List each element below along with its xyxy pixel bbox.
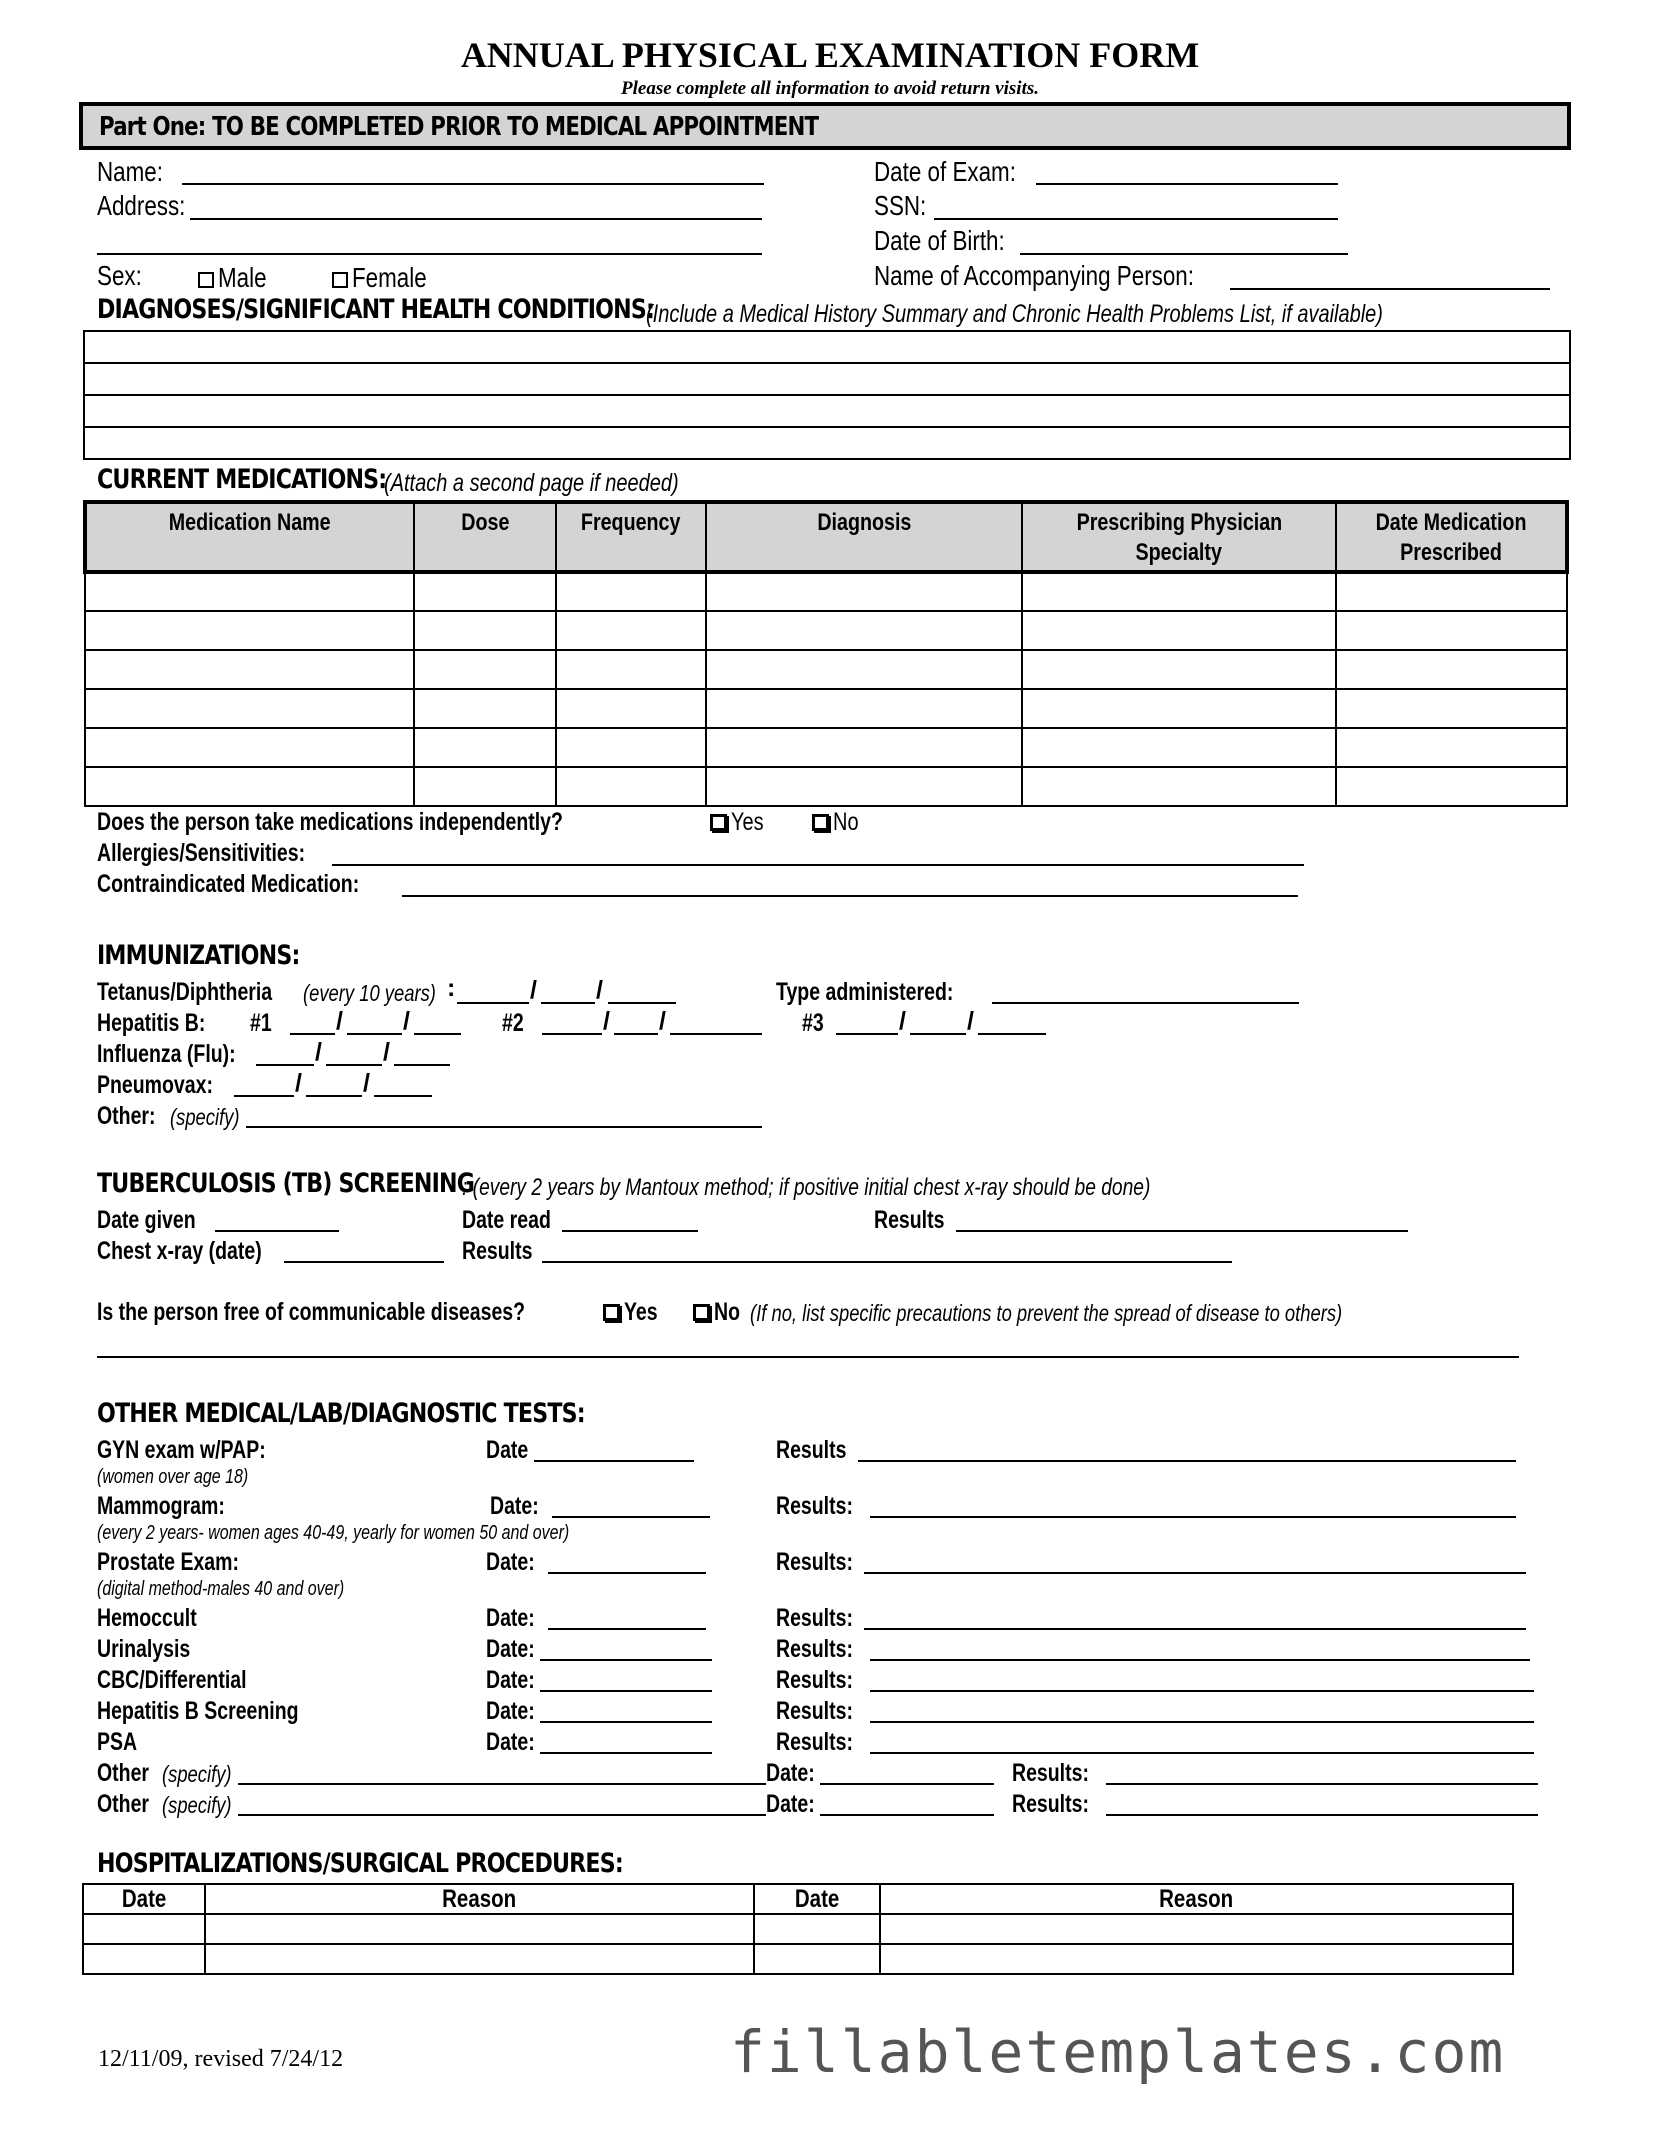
- pneumovax-month-field[interactable]: [234, 1095, 294, 1097]
- col-dose: Dose: [460, 509, 510, 536]
- immunization-other-field[interactable]: [246, 1126, 762, 1128]
- contraindicated-field[interactable]: [402, 895, 1298, 897]
- psa-label: PSA: [97, 1728, 138, 1756]
- form-subtitle: Please complete all information to avoid return visits.: [621, 78, 1039, 99]
- communicable-note: (If no, list specific precautions to prevent the spread of disease to others): [750, 1300, 1343, 1326]
- revision-date: 12/11/09, revised 7/24/12: [98, 2046, 344, 2072]
- table-row[interactable]: [85, 728, 1567, 767]
- test-other2-results-label: Results:: [1012, 1790, 1089, 1818]
- influenza-month-field[interactable]: [256, 1064, 314, 1066]
- chest-xray-date-field[interactable]: [284, 1261, 444, 1263]
- hepb-screening-label: Hepatitis B Screening: [97, 1697, 299, 1725]
- urinalysis-date-label: Date:: [486, 1635, 535, 1663]
- col-diagnosis: Diagnosis: [816, 509, 912, 536]
- mammogram-results-label: Results:: [776, 1492, 853, 1520]
- hepb-1-year-field[interactable]: [414, 1033, 461, 1035]
- test-other2-label: Other: [97, 1790, 150, 1818]
- cbc-results-field[interactable]: [870, 1690, 1534, 1692]
- part-one-banner: [79, 102, 1571, 150]
- col-medication-name: Medication Name: [169, 509, 331, 536]
- pneumovax-day-field[interactable]: [306, 1095, 362, 1097]
- address-field[interactable]: [190, 218, 762, 220]
- hemoccult-date-label: Date:: [486, 1604, 535, 1632]
- diagnoses-note: (Include a Medical History Summary and Chronic Health Problems List, if available): [646, 300, 1383, 328]
- influenza-day-field[interactable]: [326, 1064, 382, 1066]
- allergies-field[interactable]: [332, 864, 1304, 866]
- chest-xray-results-label: Results: [462, 1237, 533, 1265]
- address-field-line2[interactable]: [97, 253, 762, 255]
- col-date-prescribed-line2: Prescribed: [1400, 539, 1502, 566]
- hospitalizations-table: [82, 1883, 1514, 1975]
- female-label: Female: [352, 262, 427, 293]
- dob-field[interactable]: [1020, 253, 1348, 255]
- communicable-no-checkbox[interactable]: [693, 1304, 710, 1321]
- test-other1-field[interactable]: [238, 1783, 766, 1785]
- contraindicated-label: Contraindicated Medication:: [97, 870, 360, 898]
- independent-no-checkbox[interactable]: [812, 814, 829, 831]
- pneumovax-label: Pneumovax:: [97, 1071, 213, 1099]
- test-other2-note: (specify): [162, 1792, 232, 1818]
- independent-no-label: No: [833, 808, 859, 836]
- table-row[interactable]: [84, 331, 1570, 363]
- prostate-results-label: Results:: [776, 1548, 853, 1576]
- prostate-results-field[interactable]: [864, 1572, 1526, 1574]
- table-row[interactable]: [83, 1914, 1513, 1944]
- hospitalizations-title: HOSPITALIZATIONS/SURGICAL PROCEDURES:: [97, 1848, 623, 1879]
- tetanus-day-field[interactable]: [541, 1002, 595, 1004]
- urinalysis-results-label: Results:: [776, 1635, 853, 1663]
- hepb-3-month-field[interactable]: [836, 1033, 898, 1035]
- sex-label: Sex:: [97, 260, 142, 291]
- prostate-date-field[interactable]: [548, 1572, 706, 1574]
- tb-date-read-label: Date read: [462, 1206, 551, 1234]
- cbc-date-label: Date:: [486, 1666, 535, 1694]
- mammogram-note: (every 2 years- women ages 40-49, yearly for women 50 and over): [97, 1522, 570, 1544]
- cbc-label: CBC/Differential: [97, 1666, 247, 1694]
- communicable-yes-label: Yes: [624, 1298, 658, 1326]
- urinalysis-date-field[interactable]: [540, 1659, 712, 1661]
- tb-date-given-label: Date given: [97, 1206, 196, 1234]
- hepb-3-year-field[interactable]: [978, 1033, 1046, 1035]
- tb-date-given-field[interactable]: [215, 1230, 339, 1232]
- immunization-other-note: (specify): [170, 1104, 240, 1130]
- hepb-3-day-field[interactable]: [910, 1033, 966, 1035]
- hepb-label: Hepatitis B:: [97, 1009, 206, 1037]
- type-administered-field[interactable]: [992, 1002, 1299, 1004]
- table-row[interactable]: [84, 395, 1570, 427]
- tb-note: : (every 2 years by Mantoux method; if positive initial chest x-ray should be done): [462, 1174, 1151, 1201]
- table-row[interactable]: [85, 611, 1567, 650]
- hosp-col-date-2: Date: [794, 1885, 840, 1913]
- urinalysis-results-field[interactable]: [870, 1659, 1530, 1661]
- hosp-col-reason-2: Reason: [1159, 1885, 1234, 1913]
- communicable-no-label: No: [714, 1298, 740, 1326]
- psa-date-label: Date:: [486, 1728, 535, 1756]
- chest-xray-label: Chest x-ray (date): [97, 1237, 262, 1265]
- mammogram-date-label: Date:: [490, 1492, 539, 1520]
- independent-yes-label: Yes: [731, 808, 764, 836]
- allergies-label: Allergies/Sensitivities:: [97, 839, 306, 867]
- watermark: fillabletemplates.com: [730, 2018, 1506, 2086]
- communicable-yes-checkbox[interactable]: [603, 1304, 620, 1321]
- chest-xray-results-field[interactable]: [542, 1261, 1232, 1263]
- medications-note: (Attach a second page if needed): [384, 469, 679, 497]
- communicable-precautions-field[interactable]: [97, 1356, 1519, 1358]
- hepb-1-day-field[interactable]: [347, 1033, 402, 1035]
- gyn-note: (women over age 18): [97, 1466, 249, 1488]
- ssn-label: SSN:: [874, 190, 927, 221]
- tb-title: TUBERCULOSIS (TB) SCREENING: [97, 1168, 475, 1199]
- test-other1-results-field[interactable]: [1106, 1783, 1538, 1785]
- psa-results-label: Results:: [776, 1728, 853, 1756]
- table-row[interactable]: [85, 767, 1567, 806]
- independent-yes-checkbox[interactable]: [710, 814, 727, 831]
- col-frequency: Frequency: [581, 509, 681, 536]
- pneumovax-year-field[interactable]: [374, 1095, 432, 1097]
- female-checkbox[interactable]: [332, 272, 348, 288]
- diagnoses-title: DIAGNOSES/SIGNIFICANT HEALTH CONDITIONS:: [97, 294, 655, 325]
- dob-label: Date of Birth:: [874, 225, 1005, 256]
- date-of-exam-field[interactable]: [1036, 183, 1338, 185]
- medications-title: CURRENT MEDICATIONS:: [97, 464, 387, 495]
- gyn-date-label: Date: [486, 1436, 529, 1464]
- hosp-col-reason-1: Reason: [442, 1885, 517, 1913]
- table-row[interactable]: [85, 572, 1567, 611]
- test-other2-field[interactable]: [238, 1814, 766, 1816]
- form-title: ANNUAL PHYSICAL EXAMINATION FORM: [460, 35, 1200, 75]
- psa-results-field[interactable]: [870, 1752, 1534, 1754]
- hemoccult-label: Hemoccult: [97, 1604, 197, 1632]
- test-other2-date-label: Date:: [766, 1790, 815, 1818]
- hepb-screening-date-field[interactable]: [540, 1721, 712, 1723]
- name-field[interactable]: [182, 183, 764, 185]
- test-other1-label: Other: [97, 1759, 150, 1787]
- influenza-label: Influenza (Flu):: [97, 1040, 236, 1068]
- hemoccult-results-field[interactable]: [864, 1628, 1526, 1630]
- psa-date-field[interactable]: [540, 1752, 712, 1754]
- gyn-results-field[interactable]: [858, 1460, 1516, 1462]
- col-date-prescribed: Date Medication: [1375, 509, 1527, 536]
- hepb-2-day-field[interactable]: [614, 1033, 658, 1035]
- hepb-2-label: #2: [502, 1009, 524, 1037]
- tetanus-note: (every 10 years): [303, 980, 436, 1006]
- type-administered-label: Type administered:: [776, 978, 954, 1006]
- gyn-results-label: Results: [776, 1436, 847, 1464]
- table-row[interactable]: [85, 689, 1567, 728]
- independent-question: Does the person take medications independently?: [97, 808, 563, 836]
- table-row[interactable]: [83, 1944, 1513, 1974]
- name-label: Name:: [97, 156, 163, 187]
- hosp-col-date-1: Date: [121, 1885, 167, 1913]
- tests-title: OTHER MEDICAL/LAB/DIAGNOSTIC TESTS:: [97, 1398, 585, 1429]
- prostate-note: (digital method-males 40 and over): [97, 1578, 345, 1600]
- hepb-screening-results-label: Results:: [776, 1697, 853, 1725]
- hepb-1-label: #1: [250, 1009, 272, 1037]
- hepb-1-month-field[interactable]: [290, 1033, 335, 1035]
- tb-date-read-field[interactable]: [562, 1230, 698, 1232]
- ssn-field[interactable]: [934, 218, 1338, 220]
- male-label: Male: [218, 262, 267, 293]
- cbc-date-field[interactable]: [540, 1690, 712, 1692]
- immunizations-title: IMMUNIZATIONS:: [97, 940, 300, 971]
- mammogram-date-field[interactable]: [552, 1516, 710, 1518]
- hemoccult-results-label: Results:: [776, 1604, 853, 1632]
- gyn-date-field[interactable]: [534, 1460, 694, 1462]
- communicable-question: Is the person free of communicable diseases?: [97, 1298, 526, 1326]
- tetanus-label: Tetanus/Diphtheria: [97, 978, 273, 1006]
- hepb-screening-date-label: Date:: [486, 1697, 535, 1725]
- hepb-screening-results-field[interactable]: [870, 1721, 1534, 1723]
- mammogram-results-field[interactable]: [870, 1516, 1516, 1518]
- tetanus-year-field[interactable]: [608, 1002, 676, 1004]
- prostate-label: Prostate Exam:: [97, 1548, 239, 1576]
- address-label: Address:: [97, 190, 186, 221]
- male-checkbox[interactable]: [198, 272, 214, 288]
- tb-results-label: Results: [874, 1206, 945, 1234]
- accompanying-person-label: Name of Accompanying Person:: [874, 260, 1194, 291]
- gyn-label: GYN exam w/PAP:: [97, 1436, 266, 1464]
- influenza-year-field[interactable]: [394, 1064, 450, 1066]
- immunization-other-label: Other:: [97, 1102, 156, 1130]
- test-other1-results-label: Results:: [1012, 1759, 1089, 1787]
- table-row[interactable]: [84, 427, 1570, 459]
- test-other1-date-field[interactable]: [820, 1783, 994, 1785]
- hepb-2-month-field[interactable]: [542, 1033, 602, 1035]
- accompanying-person-field[interactable]: [1230, 288, 1550, 290]
- table-row[interactable]: [84, 363, 1570, 395]
- test-other1-note: (specify): [162, 1761, 232, 1787]
- col-prescribing-physician: Prescribing Physician: [1076, 509, 1282, 536]
- diagnoses-table: [83, 330, 1571, 460]
- date-of-exam-label: Date of Exam:: [874, 156, 1016, 187]
- test-other1-date-label: Date:: [766, 1759, 815, 1787]
- hepb-2-year-field[interactable]: [670, 1033, 762, 1035]
- medications-table: [83, 500, 1569, 807]
- cbc-results-label: Results:: [776, 1666, 853, 1694]
- col-prescribing-physician-line2: Specialty: [1135, 539, 1223, 566]
- prostate-date-label: Date:: [486, 1548, 535, 1576]
- tb-results-field[interactable]: [956, 1230, 1408, 1232]
- part-one-banner-text: Part One: TO BE COMPLETED PRIOR TO MEDICAL APPOINTMENT: [99, 112, 819, 142]
- test-other2-date-field[interactable]: [820, 1814, 994, 1816]
- hemoccult-date-field[interactable]: [548, 1628, 706, 1630]
- test-other2-results-field[interactable]: [1106, 1814, 1538, 1816]
- tetanus-month-field[interactable]: [457, 1002, 529, 1004]
- hepb-3-label: #3: [802, 1009, 824, 1037]
- mammogram-label: Mammogram:: [97, 1492, 225, 1520]
- table-row[interactable]: [85, 650, 1567, 689]
- urinalysis-label: Urinalysis: [97, 1635, 191, 1663]
